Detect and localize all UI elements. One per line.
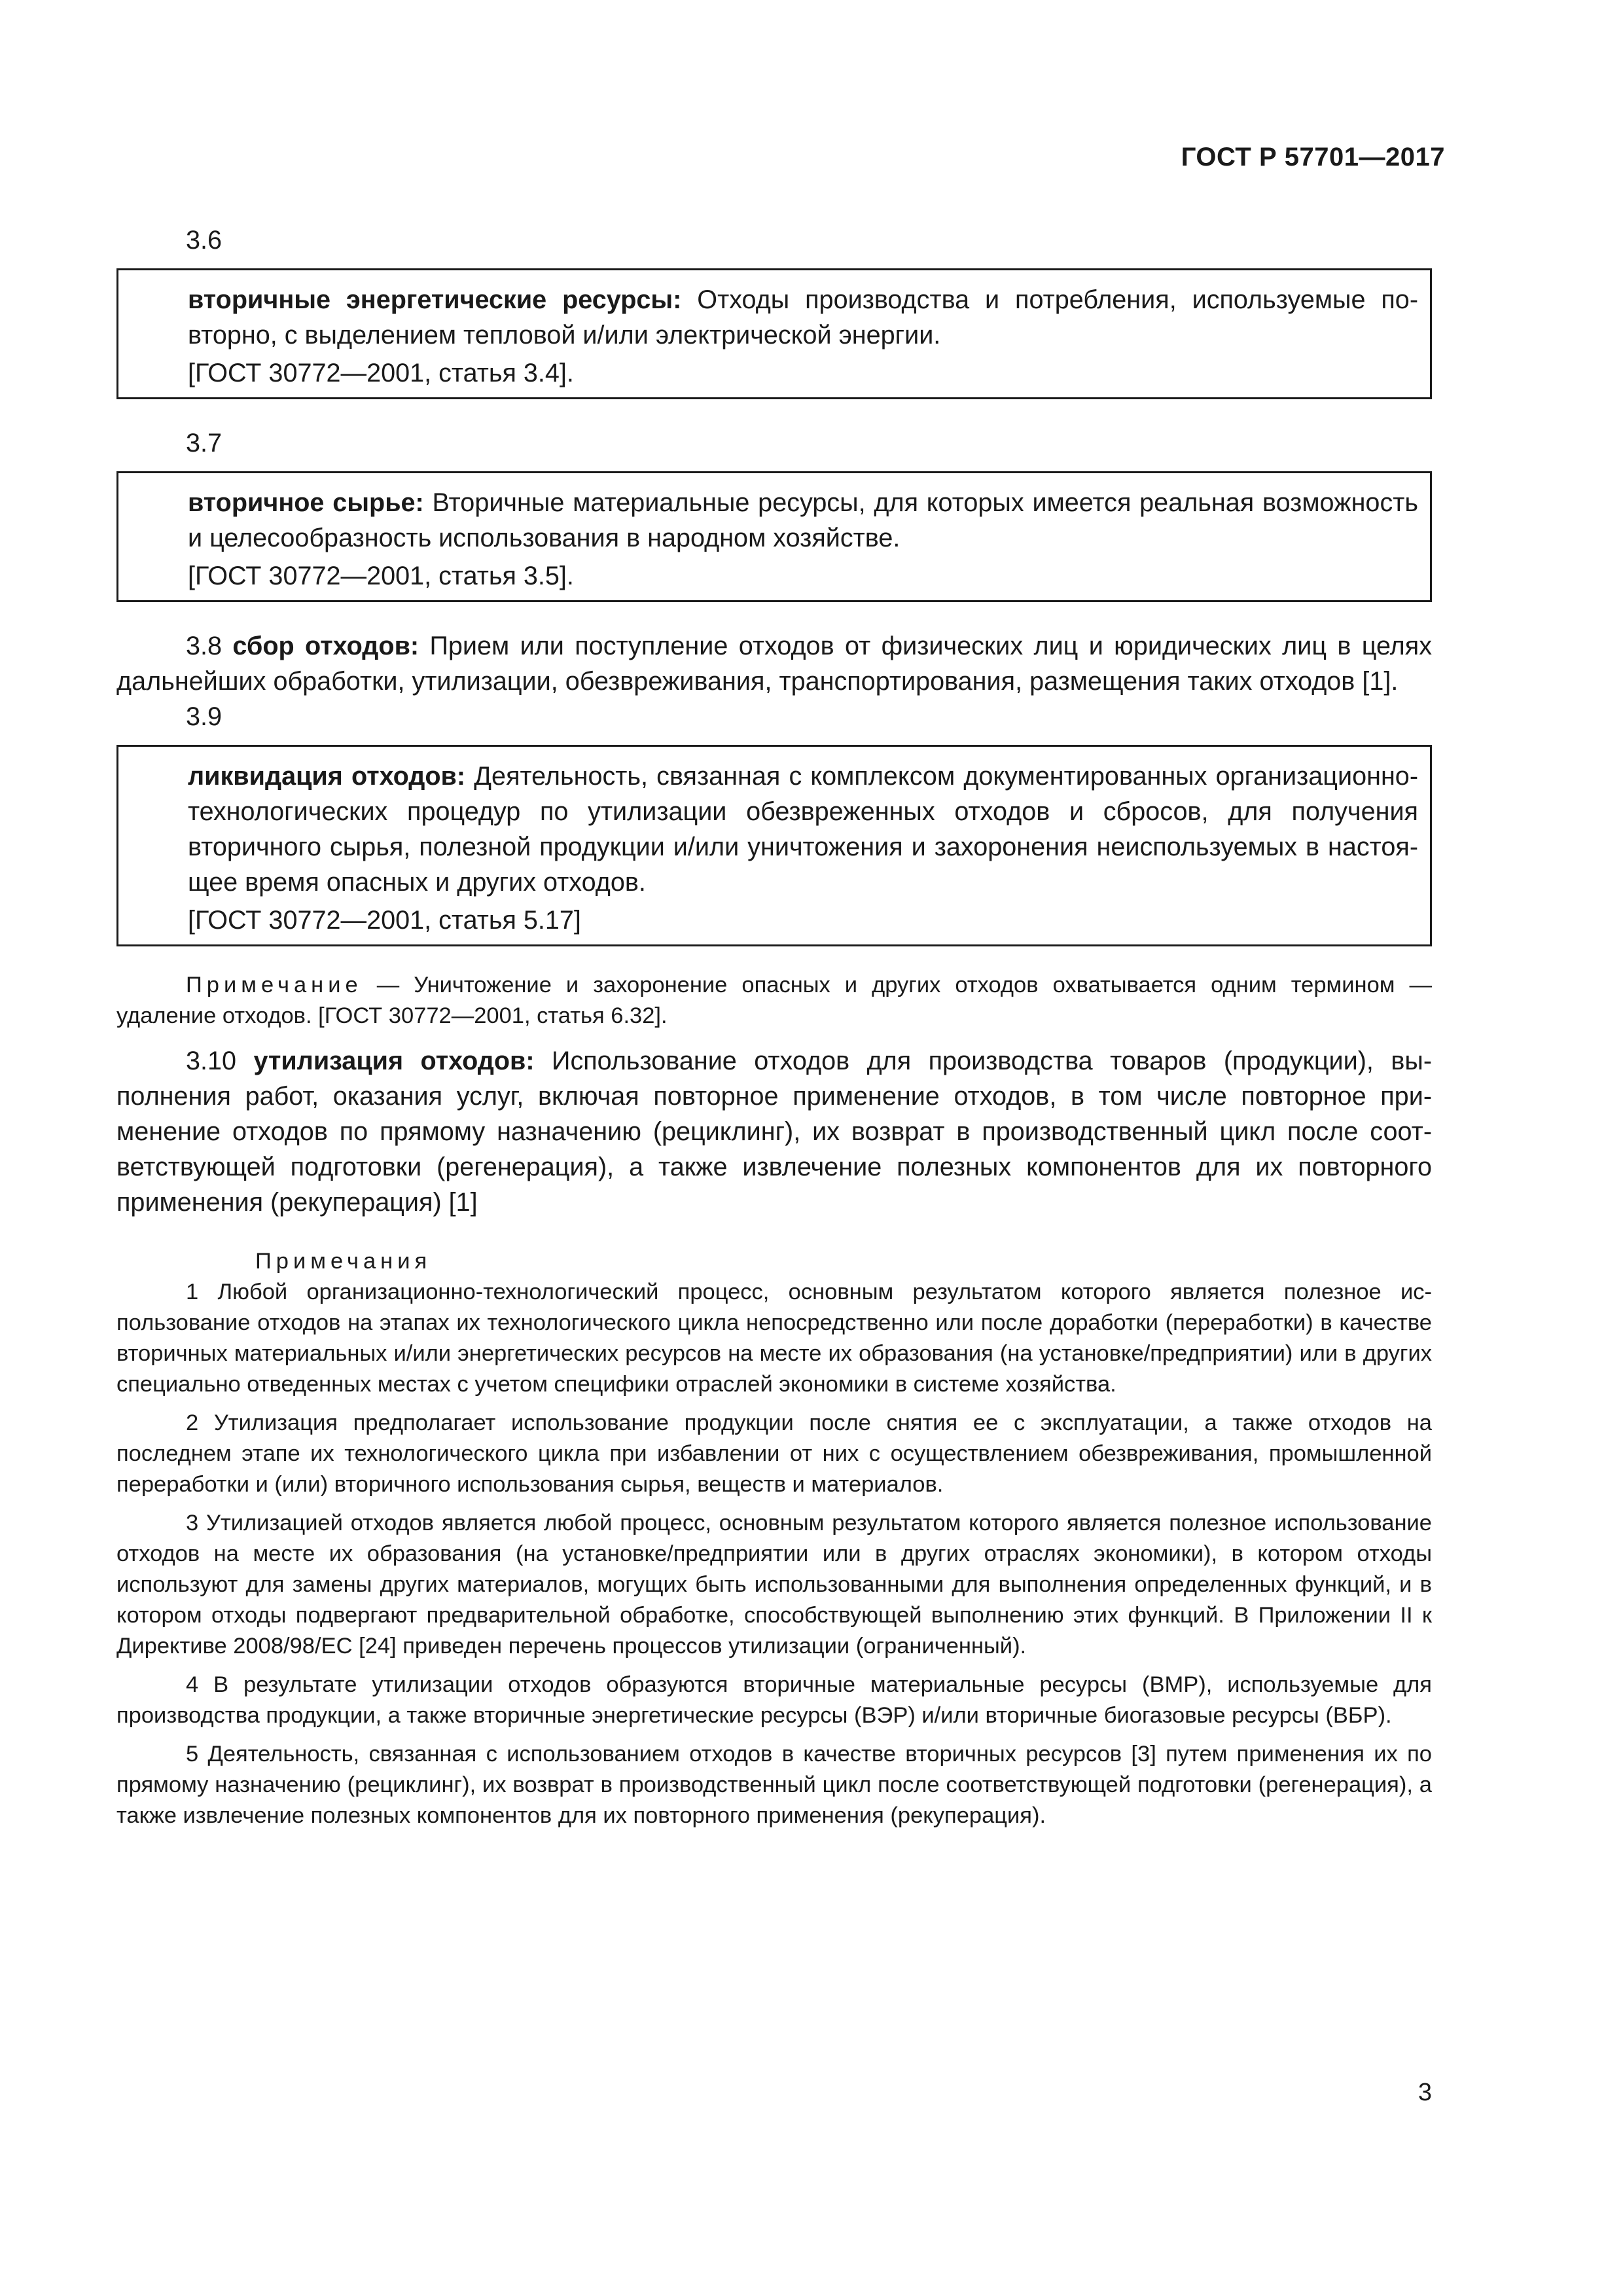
note-item-5: 5 Деятельность, связанная с использованием отходов в качестве вторичных ресурсов [3] путем применения их по прямому назначению (рециклинг), их возврат в производственный цикл после соответствующей подготовки (регенерация), а также извлечение полезных компонентов для их повторного применения (рекуперация). (116, 1742, 1432, 1828)
section-number-3-10: 3.10 (186, 1047, 237, 1075)
definition-3-7: Вторичные материальные ресурсы, для которых имеется реальная возможность и целесообразность использования в народном хозяйстве. (188, 488, 1418, 552)
term-3-9: ликвидация отходов: (188, 762, 466, 791)
section-number-3-9: 3.9 (186, 702, 223, 731)
note-item-4: 4 В результате утилизации отходов образуются вторичные материальные ресурсы (ВМР), используемые для производства продукции, а также вторичные энергетические ресурсы (ВЭР) и/или вторичные биогазовые ресурсы (ВБР). (116, 1672, 1432, 1728)
definition-3-6: Отходы производства и потребления, используемые повторно, с выделением тепловой и/или электрической энергии. (188, 285, 1419, 350)
note-text: — Уничтожение и захоронение опасных и других отходов охватывается одним термином — удаление отходов. [ГОСТ 30772—2001, статья 6.32]. (116, 973, 1432, 1028)
term-3-10: утилизация отходов: (253, 1047, 535, 1075)
term-3-8: сбор отходов: (232, 632, 419, 660)
section-number-3-6: 3.6 (186, 226, 223, 255)
page-number: 3 (1418, 2079, 1432, 2106)
notes-list (116, 1246, 1432, 1831)
term-3-7: вторичное сырье: (188, 488, 424, 517)
source-reference-3-6: [ГОСТ 30772—2001, статья 3.4]. (188, 359, 574, 387)
section-number-3-8: 3.8 (186, 632, 223, 660)
term-box-3-9 (116, 745, 1432, 946)
source-reference-3-9: [ГОСТ 30772—2001, статья 5.17] (188, 906, 581, 935)
term-paragraph-3-8 (116, 628, 1432, 699)
term-paragraph-3-10 (116, 1043, 1432, 1220)
term-definition-3-7 (188, 485, 1418, 556)
section-number-3-7: 3.7 (186, 429, 223, 457)
document-body (116, 223, 1432, 1839)
note-paragraph (116, 970, 1432, 1031)
note-label: Примечание (186, 973, 363, 997)
definition-3-9: Деятельность, связанная с комплексом документированных организационно-технологических процедур по утилизации обезвреженных отходов и сбросов, для получения вторичного сырья, полезной продукции и/или уничтожения и захоронения неиспользуемых в настоящее время опасных и других отходов. (188, 762, 1418, 897)
note-item-2: 2 Утилизация предполагает использование продукции после снятия ее с эксплуатации, а также отходов на последнем этапе их технологического цикла при избавлении от них с осуществлением обезвреживания, промышленной переработки и (или) вторичного использования сырья, веществ и материалов. (116, 1410, 1432, 1497)
term-definition-3-9 (188, 759, 1418, 900)
definition-3-10: Использование отходов для производства товаров (продукции), выполнения работ, оказания услуг, включая повторное применение отходов, в том числе повторное применение отходов по прямому назначению (рециклинг), их возврат в производственный цикл после соответствующей подготовки (регенерация), а также извлечение полезных компонентов для их повторного применения (рекуперация) [1] (116, 1047, 1432, 1217)
source-reference-3-7: [ГОСТ 30772—2001, статья 3.5]. (188, 562, 574, 590)
definition-3-8: Прием или поступление отходов от физических лиц и юридических лиц в целях дальнейших обработки, утилизации, обезвреживания, транспортирования, размещения таких отходов [1]. (116, 632, 1432, 696)
term-box-3-6 (116, 268, 1432, 399)
note-item-3: 3 Утилизацией отходов является любой процесс, основным результатом которого является полезное использование отходов на месте их образования (на установке/предприятии или в других отраслях экономики), в котором отходы используют для замены других материалов, могущих быть использованными для выполнения определенных функций, и в котором отходы подвергают предварительной обработке, способствующей выполнению этих функций. В Приложении II к Директиве 2008/98/ЕС [24] приведен перечень процессов утилизации (ограниченный). (116, 1511, 1432, 1659)
document-code: ГОСТ Р 57701—2017 (1181, 143, 1445, 171)
term-definition-3-6 (188, 282, 1418, 353)
note-item-1: 1 Любой организационно-технологический процесс, основным результатом которого является полезное использование отходов на этапах их технологического цикла непосредственно или после доработки (переработки) в качестве вторичных материальных и/или энергетических ресурсов на месте их образования (на установке/предприятии) или в других специально отведенных местах с учетом специфики отраслей экономики в системе хозяйства. (116, 1280, 1432, 1397)
notes-title: Примечания (255, 1249, 432, 1274)
note-3-9 (116, 970, 1432, 1031)
term-3-6: вторичные энергетические ресурсы: (188, 285, 682, 314)
term-box-3-7 (116, 471, 1432, 602)
